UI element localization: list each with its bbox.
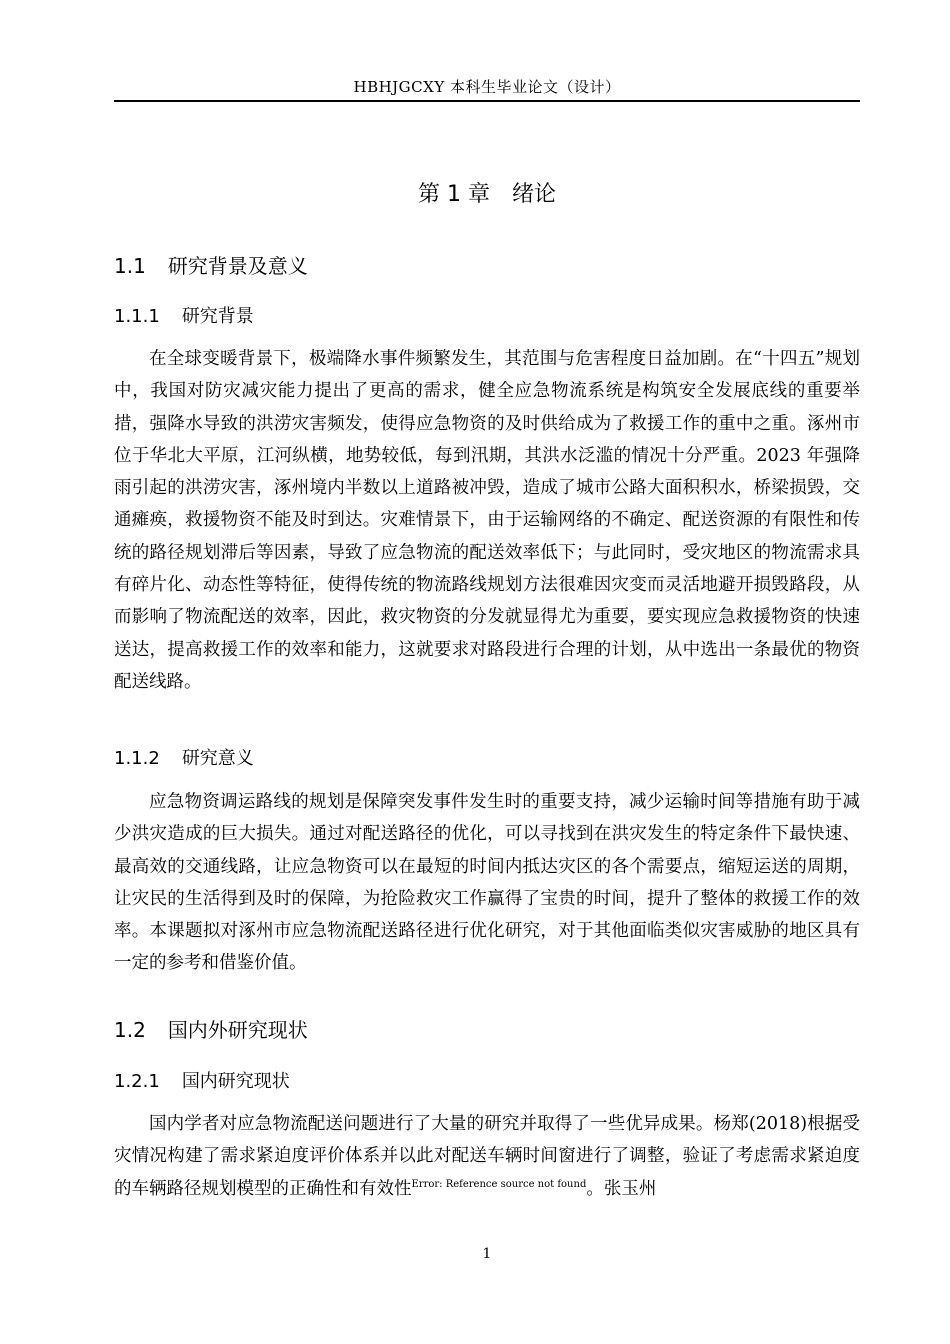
header-rule (114, 100, 860, 102)
subsection-number: 1.1.1 (114, 306, 160, 327)
section-heading-1-1 (114, 252, 308, 280)
subsection-title: 国内研究现状 (181, 1071, 290, 1092)
subsection-title: 研究意义 (181, 748, 254, 769)
subsection-heading-1-2-1 (114, 1069, 290, 1095)
paragraph-text: 国内学者对应急物流配送问题进行了大量的研究并取得了一些优异成果。杨郑(2018)根据受灾情况构建了需求紧迫度评价体系并以此对配送车辆时间窗进行了调整，验证了考虑需求紧迫度的车辆路径规划模型的正确性和有效性 (114, 1114, 860, 1199)
running-header: HBHJGCXY 本科生毕业论文（设计） (353, 78, 621, 96)
paragraph-research-background: 在全球变暖背景下，极端降水事件频繁发生，其范围与危害程度日益加剧。在“十四五”规划中，我国对防灾减灾能力提出了更高的需求，健全应急物流系统是构筑安全发展底线的重要举措，强降水导致的洪涝灾害频发，使得应急物资的及时供给成为了救援工作的重中之重。涿州市位于华北大平原，江河纵横，地势较低，每到汛期，其洪水泛滥的情况十分严重。2023 年强降雨引起的洪涝灾害，涿州境内半数以上道路被冲毁，造成了城市公路大面积积水，桥梁损毁，交通瘫痪，救援物资不能及时到达。灾难情景下，由于运输网络的不确定、配送资源的有限性和传统的路径规划滞后等因素，导致了应急物流的配送效率低下；与此同时，受灾地区的物流需求具有碎片化、动态性等特征，使得传统的物流路线规划方法很难因灾变而灵活地避开损毁路段，从而影响了物流配送的效率，因此，救灾物资的分发就显得尤为重要，要实现应急救援物资的快速送达，提高救援工作的效率和能力，这就要求对路段进行合理的计划，从中选出一条最优的物资配送线路。 (114, 349, 860, 692)
section-number: 1.2 (114, 1018, 146, 1042)
subsection-number: 1.1.2 (114, 748, 160, 769)
subsection-heading-1-1-2 (114, 746, 254, 772)
paragraph-text-continued: 。张玉州 (586, 1178, 657, 1199)
paragraph-domestic-research (114, 1108, 860, 1205)
section-title: 研究背景及意义 (167, 254, 308, 278)
subsection-title: 研究背景 (181, 306, 254, 327)
chapter-title: 第 1 章 绪论 (418, 182, 556, 207)
page-number: 1 (482, 1246, 492, 1262)
paragraph-research-significance: 应急物资调运路线的规划是保障突发事件发生时的重要支持，减少运输时间等措施有助于减少洪灾造成的巨大损失。通过对配送路径的优化，可以寻找到在洪灾发生的特定条件下最快速、最高效的交通线路，让应急物资可以在最短的时间内抵达灾区的各个需要点，缩短运送的周期，让灾民的生活得到及时的保障，为抢险救灾工作赢得了宝贵的时间，提升了整体的救援工作的效率。本课题拟对涿州市应急物流配送路径进行优化研究，对于其他面临类似灾害威胁的地区具有一定的参考和借鉴价值。 (114, 792, 860, 974)
section-number: 1.1 (114, 254, 146, 278)
subsection-heading-1-1-1 (114, 304, 254, 330)
subsection-number: 1.2.1 (114, 1071, 160, 1092)
section-title: 国内外研究现状 (167, 1018, 308, 1042)
reference-error: Error: Reference source not found (411, 1178, 587, 1190)
section-heading-1-2 (114, 1016, 308, 1044)
